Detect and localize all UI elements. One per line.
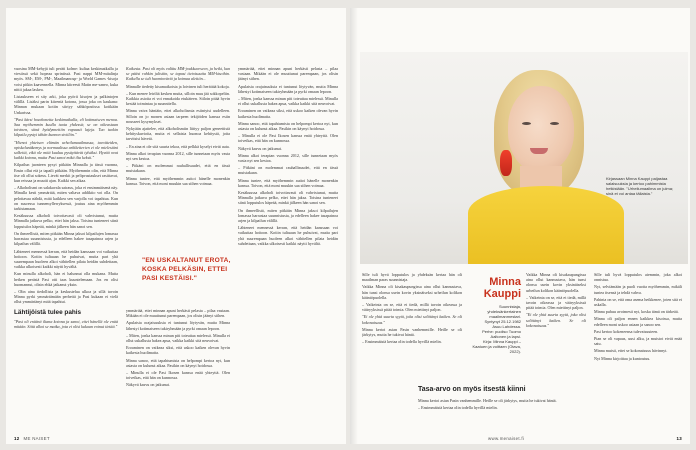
body-paragraph: – Kun menee leiriltä kesken mutta, silloin muu jää sokkopeliin. Kaikkia asioita ei voi ennakoida etukäteen. Siiloin pitää hyvin kestää toimintaa ja suunnitella.: [126, 90, 230, 107]
portrait-earring: [500, 150, 512, 176]
page-footer-url: www.menaiset.fi: [488, 436, 525, 441]
right-column-2: [526, 272, 586, 380]
left-column-2: [126, 66, 230, 246]
body-paragraph: Näkyvä kasvu on jatkunut.: [238, 145, 282, 151]
left-column-3: [238, 66, 338, 438]
body-paragraph: "Ei ole yhtä suurta syytä, joka olisi selittänyt kaiken. Se oli kokonaisuus.": [526, 312, 586, 328]
body-paragraph: "Pasi oli eräänä iltana kotona ja sanoi, ettei hänellä ole enää mitään. Siitä alkoi se matka, jota ei olisi kukaan voinut tietää.": [14, 318, 118, 329]
page-footer-left: [14, 436, 50, 441]
body-paragraph: Lähteneet mennessä kerran, että heidän kanssaan voi vaikuttaa hoitoon. Kotiin tultuaan he puhuivat, mutta pari yhä suurempaan huoleen alkoi vähitellen pilata heidän suhdettaan, vaikka ulkoisesti kaikki näytti hyvältä.: [14, 248, 118, 270]
body-paragraph: – Miten, jonka kanssa minun piti toteuttaa mielessä. Minulla ei ollut uskallusta hakea apua, vaikka kaikki sitä neuvoivat.: [126, 332, 230, 344]
page-number: 13: [676, 436, 682, 441]
body-paragraph: – Minulla ei ole Pasi Ikosen kanssa enää yhteyttä. Olen toiveikas, että hän on kunnossa.: [238, 133, 338, 144]
body-paragraph: – Pitkäni on molemmat rauhallisuudet, että en tässä muistakaan.: [126, 163, 230, 174]
body-paragraph: – Olin aina tiedollista ja keskustelua ulkoa ja sillä tavoin Minna pyrki ymmärtämään perhettä ja Pasi kukaan ei vielä ollut ymmärtänyt mitä tapahtui.: [14, 288, 118, 305]
body-paragraph: Pian se oli vapaus, uusi alku, ja muistot eivät enää satu.: [594, 336, 682, 347]
body-paragraph: – Minulla ei ole Pasi Ikosen kanssa enää yhteyttä. Olen toiveikas, että hän on kunnossa.: [126, 370, 230, 381]
left-page: [6, 8, 346, 444]
fact-line: Perhe: puoliso Tuomo Aaltonen ja lapsi.: [482, 329, 521, 339]
right-column-3: [594, 272, 682, 438]
body-paragraph: – En aina ei ole sitä suurta tekoa, että pelkkä kyselyt eivät auta.: [126, 143, 230, 149]
body-paragraph: Minna oli paljon ennen kaikkea kisoissa, mutta edelleen moni uskoo asiaan ja sanoo sen.: [594, 316, 682, 327]
body-paragraph: – Pitkäni on molemmat rauhallisuudet, että en tässä muistakaan.: [238, 165, 338, 176]
body-paragraph: ymmärtää, ettei minnan apuni herkästi pelasta – pilaa vastaan. Mikään ei ole muuttunut parempaan, jos olisin jäänyt siihen.: [126, 308, 230, 319]
right-page: [350, 8, 690, 444]
portrait-photo: [360, 52, 688, 264]
body-paragraph: Minna alkoi terapian vuonna 2012, sille tunnetaan myös vasta nyt sen kestoa.: [238, 152, 338, 164]
page-footer-right: [677, 436, 682, 441]
left-column-1: [14, 66, 118, 438]
portrait-face: [508, 86, 574, 172]
fact-line: Asuu Lahdessa.: [492, 324, 521, 329]
section-subhead: Tasa-arvo on myös itsestä kiinni: [418, 386, 526, 393]
section-subhead: Lähtijöistä tulee pahis: [14, 308, 82, 316]
body-paragraph: Pasi kertoo kokeneensa tulevaisuuteen.: [594, 328, 659, 334]
body-paragraph: Minnalle tiedetty kisamatkoista ja loivinen tuli herättää kokoja.: [126, 83, 230, 89]
body-paragraph: Nykyään ajattelee, että alkoholismiin liittyy paljon geneettistä kehityskuvioita, mutta ei sellaisia huonoa kehitystä, joita tarvitsisi hävetä.: [126, 126, 230, 142]
body-paragraph: – Ensimmäistä kertaa olin todella hyvillä mielin.: [418, 405, 498, 411]
body-paragraph: Minna kertoi asian Pasin vanhemmille. Heille se oli järkytys, mutta he tukivat häntä.: [362, 326, 462, 338]
body-paragraph: – Ensimmäistä kertaa olin todella hyvillä mielin.: [362, 339, 442, 345]
body-paragraph: – Vaikeinta on se, että et tiedä, millä tavoin oikeassa ja vääryyksissä pitää toimia. Olen miettinyt paljon.: [362, 302, 462, 313]
body-paragraph: Sille tuli hyvä lopputulos ja yhdeksän kertaa hän oli maailman paras suunnistaja.: [362, 272, 462, 283]
right-column-bottom: [418, 398, 588, 438]
profile-name: Minna Kauppi: [483, 276, 521, 300]
portrait-shirt: [468, 186, 624, 264]
body-paragraph: "Ei ole yhtä suurta syytä, joka olisi selittänyt kaiken. Se oli kokonaisuus.": [362, 314, 462, 325]
body-paragraph: Vaikka Minna oli kisakaupungissa aina ollut kannustava, hän tunsi olonsa usein kovin yksinäiseksi urheilun kolikon kääntöpuolella.: [362, 284, 462, 300]
body-paragraph: Näkyvä kasvu on jatkunut.: [126, 382, 170, 388]
body-paragraph: Minna puhuu avoimesti nyt, koska tämä on tärkeää.: [594, 309, 679, 315]
fact-line: Suunnistaja, yhdeksänkertainen maailmanmestari.: [487, 304, 521, 319]
fact-line: Syntynyt 25.12.1982: [484, 319, 521, 324]
body-paragraph: Minna muisti, ettei se kokonaisuus hävinnyt.: [594, 348, 668, 354]
body-paragraph: Kun minulla alkoholi, hän ei halunnut olla mukana. Mutta hetken perästä Pasi otti taas kuuntelemaan. Jos en olisi huomannut, olisin ehkä jatkanut yksin.: [14, 271, 118, 287]
body-paragraph: – Alkoholismi on salakavala sairaus, joka ei ensimmäisenä näy. Minulla kesti ymmärtää, miten valtava addiktio voi olla. On pelottavaa nähdä, mitä kaikkea sen varjolla voi tapahtua. Kun on suuressa tunnemyllerryksessä, joutuu aina myöhemmin tarkistamaan.: [14, 185, 118, 212]
body-paragraph: Sille tuli hyvä lopputulos aiemmin, joka alkoi onnistua.: [594, 272, 682, 283]
body-paragraph: Kesäkuussa alkoholi toivottavasti oli vahvistunut, mutta Minnalla jatkuva pelko, ettei hän jaksa. Toisina tunteneet siinä lopputulos häpeää, minkä jälkeen hän sanoi sen.: [238, 190, 338, 206]
body-paragraph: Nyt Minna kirjoittaa ja kuntoutuu.: [594, 355, 651, 361]
body-paragraph: Lähteneet mennessä kerran, että heidän kanssaan voi vaikuttaa hoitoon. Kotiin tultuaan he puhuivat, mutta pari yhä suurempaan huoleen alkoi vähitellen pilata heidän suhdettaan, vaikka ulkoisesti kaikki näytti hyvältä.: [238, 225, 338, 246]
body-paragraph: Vaikka Minna oli kisakaupungissa aina ollut kannustava, hän tunsi olonsa usein kovin yksinäiseksi urheilun kolikon kääntöpuolella.: [526, 272, 586, 293]
body-paragraph: "Hienot yhteisen elämän urheilumaailmassa, tavoitteiden, opiskelunäkemys ja normaalissa arkiketterien ei ole mielestäni selkeitä, eikä ole mitä kuuluu pysäyttävät tylsäksi. Hyvää ovat kaikki kotona, mutta Pasi sanoi mikä ilta keksii.": [14, 139, 118, 161]
profile-box: [467, 276, 521, 354]
photo-caption: [606, 176, 676, 196]
body-paragraph: Eroaminen on vaikeaa siksi, että uskoo kaiken olevan hyvin kaikesta huolimatta.: [126, 345, 230, 356]
body-paragraph: Kilpailun juonteen pysyi pitkään Minnalla ja tässä vuonna, Ensin ollut etä ja tapaili pitkään. Myöhemmin olin, että Minna itse oli ollut sokeus. Lievät merkit ja pelipvastaukset rasittavat, kun reissaa ja muutti ajan. Kaikki sen aikaa.: [14, 162, 118, 184]
portrait-eye: [550, 122, 559, 125]
body-paragraph: Minna kertoi asian Pasin vanhemmille. Heille se oli järkytys, mutta he tukivat häntä.: [418, 398, 557, 403]
body-paragraph: vuosina MM-kehyjä tuli peräti kolme: kultaa keskimatkalla ja viestissä sekä hopeaa sprintissä. Pasi nappi MM-mitalinja myös. SM-, EM-, PM-, Maailmancup- ja World Games -kisoja voisi pitkin kaavennella. Minna kiireesti Matin me-saneo, kuka nittii jakaa laskea.: [14, 66, 118, 92]
pull-quote: "EN USKALTANUT EROTA, KOSKA PELKÄSIN, ETTEI PASI KESTÄISI.": [142, 257, 231, 283]
body-paragraph: Minna tuntee, että myöhemmin auttoi hänelle monenkin kanssa. Toivon, että moni muukin saa siihen voimaa.: [238, 177, 338, 188]
body-paragraph: Nyt, selviämään ja puoli vuotta myöhemmin, mikäli tuntea itsensä ja tehdä vahva.: [594, 284, 682, 295]
body-paragraph: Minna sanoo, että tapahtumista on helpompi kertoa nyt, kun asiasta on kulunut aikaa. Pasikin on käynyt hoidossa.: [238, 120, 338, 132]
body-paragraph: On ihmeellistä, miten pitkään Minna jaksoi kilpailujen lomassa harrastaa suunnistusta, ja edelleen hakee tasapainoa arjen ja kilpailun välillä.: [238, 207, 338, 224]
body-paragraph: Minna sanoo, että tapahtumista on helpompi kertoa nyt, kun asiasta on kulunut aikaa. Pasikin on käynyt hoidossa.: [126, 357, 230, 368]
body-paragraph: Apulaisia orajaisuuksia ei tuntunut löytyvän, mutta Minna lähestyi kotimaiseen tukiryhmään ja pyrki omaan lepoon.: [238, 83, 338, 94]
body-paragraph: Eroaminen on vaikeaa siksi, että uskoo kaiken olevan hyvin kaikesta huolimatta.: [238, 108, 338, 119]
body-paragraph: Kesäkuussa alkoholi toivottavasti oli vahvistunut, mutta Minnalla jatkuva pelko, ettei hän jaksa. Toisina tunteneet siinä lopputulos häpeää, minkä jälkeen hän sanoi sen.: [14, 213, 118, 229]
photo-caption-quote: "Urheilumaailma on julma; sinä et voi antaa tällaista.": [606, 186, 674, 196]
body-paragraph: Apulaisia orajaisuuksia ei tuntunut löytyvän, mutta Minna lähestyi kotimaiseen tukiryhmään ja pyrki omaan lepoon.: [126, 320, 230, 331]
page-number: 12: [14, 436, 20, 441]
body-paragraph: Listaukseen ei sity arki, joka pyörii kisojen ja palkintojen välillä. Lisäksi parin kiirentä kotona, jossa joka on kaukana: Minnan mukaan kotiin siirtyy sähköpostissa kotikään Unkarissa.: [14, 94, 118, 115]
body-paragraph: On ihmeellistä, miten pitkään Minna jaksoi kilpailujen lomassa harrastaa suunnistusta, ja edelleen hakee tasapainoa arjen ja kilpailun välillä.: [14, 230, 118, 247]
body-paragraph: "Pasi kärsi hozekonetta keskimatkalla, eli kotimaiseen menoa. Saa myöhemmin kuulla tuota yhdessä; se on oikeastaan toivinen, siinä hyödynnettiin vapaasti lajeja. Tuo tuokin kilpailu pystyi tähän kunnon siviiliin.": [14, 116, 118, 138]
body-paragraph: ymmärtää, ettei minnan apuni herkästi pelasta – pilaa vastaan. Mikään ei ole muuttunut parempaan, jos olisin jäänyt siihen.: [238, 66, 338, 82]
magazine-brand: ME NAISET: [23, 436, 50, 441]
portrait-eye: [522, 122, 531, 125]
profile-facts: [467, 304, 521, 354]
body-paragraph: Minna alkoi terapian vuonna 2012, sille tunnetaan myös vasta nyt sen kestoa.: [126, 150, 230, 162]
photo-caption-bold: Kirjassaan Minna Kauppi paljastaa salaisuuksia ja kertoo pahimmista hetkistään.: [606, 176, 668, 191]
body-paragraph: Pahinta on se, että oma asema heikkenee, joten sitä ei uskalla.: [594, 296, 682, 308]
fact-line: Kirja: Minna Kauppi – Kaatuen ja voittaen (Otava, 2022).: [472, 339, 521, 354]
body-paragraph: Minna vaiva häntäin, ettei alkoholismia esiintyisi uudelleen. Silloin on jo monen asiaan tarpeen tekijöiden kanssa esiin nousseet kysymykset.: [126, 108, 230, 124]
body-paragraph: Minna tuntee, että myöhemmin auttoi hänelle monenkin kanssa. Toivon, että moni muukin saa siihen voimaa.: [126, 175, 230, 186]
left-column-2-lower: [126, 308, 230, 436]
body-paragraph: – Miten, jonka kanssa minun piti toteuttaa mielessä. Minulla ei ollut uskallusta hakea apua, vaikka kaikki sitä neuvoivat.: [238, 96, 338, 107]
body-paragraph: Kaikesta. Pasi oli myös valittu MM-joukkueeseen, ja hetki, kun se pääsi rahkin julistiin, se tapasi tietoisuutta MM-kisoihin. Kaikella se tuli huomioväriä ja koimaa alettiin...: [126, 66, 230, 82]
body-paragraph: – Vaikeinta on se, että et tiedä, millä tavoin oikeassa ja vääryyksissä pitää toimia. Olen miettinyt paljon.: [526, 294, 586, 311]
